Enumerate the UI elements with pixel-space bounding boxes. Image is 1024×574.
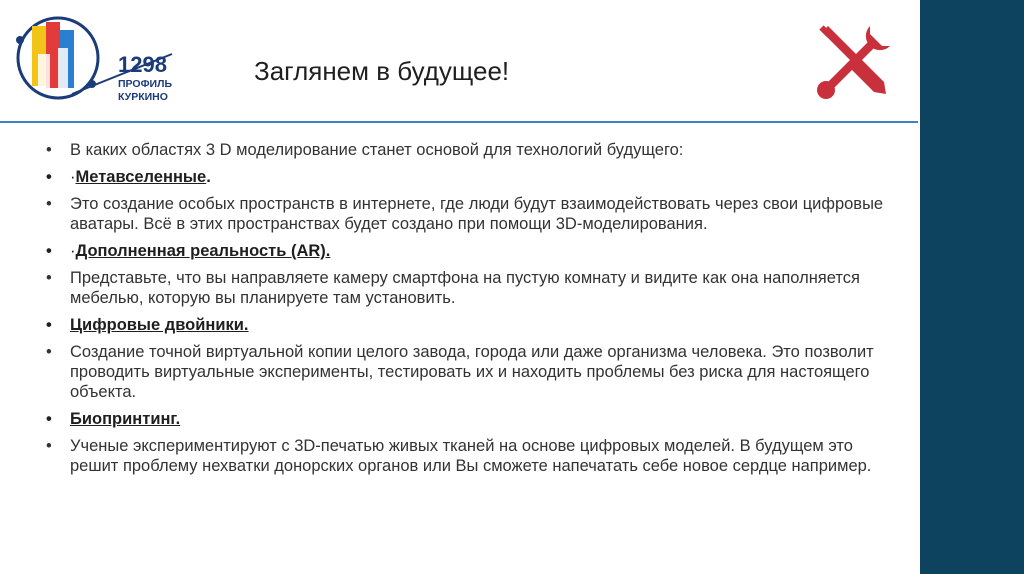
bullet-marker: • [46, 168, 52, 186]
logo-subtitle-line1: ПРОФИЛЬ [118, 78, 173, 90]
section-heading: Цифровые двойники. [70, 316, 249, 334]
section-heading: Биопринтинг. [70, 410, 181, 428]
right-accent-bar [920, 0, 1024, 574]
list-item [40, 241, 890, 261]
item-text: В каких областях 3 D моделирование станет основой для технологий будущего: [70, 141, 684, 159]
bullet-marker: • [46, 343, 52, 361]
section-heading: Метавселенные [75, 168, 207, 186]
item-suffix: . [206, 168, 211, 186]
logo-number: 1298 [118, 52, 167, 77]
list-item [40, 409, 890, 429]
item-prefix: · [70, 242, 76, 260]
school-logo [12, 14, 182, 106]
list-item [40, 194, 890, 234]
item-text: Ученые экспериментируют с 3D-печатью живых тканей на основе цифровых моделей. В будущем это решит проблему нехватки донорских органов или Вы сможете напечатать себе новое сердце например. [70, 437, 872, 475]
item-text: Создание точной виртуальной копии целого завода, города или даже организма человека. Это позволит проводить виртуальные эксперименты, тестировать их и находить проблемы без риска для настоящего объекта. [70, 343, 874, 401]
bullet-marker: • [46, 437, 52, 455]
list-item [40, 315, 890, 335]
page-title: Заглянем в будущее! [254, 56, 510, 86]
list-item [40, 167, 890, 187]
bullet-marker: • [46, 141, 52, 159]
logo-subtitle [118, 78, 172, 104]
bullet-marker: • [46, 316, 52, 334]
item-text: Представьте, что вы направляете камеру смартфона на пустую комнату и видите как она наполняется мебелью, которую вы планируете там установить. [70, 269, 860, 307]
bullet-list [40, 140, 890, 483]
bullet-marker: • [46, 410, 52, 428]
item-text: Это создание особых пространств в интернете, где люди будут взаимодействовать через свои цифровые аватары. Всё в этих пространствах будет создано при помощи 3D-моделирования. [70, 195, 884, 233]
list-item [40, 436, 890, 476]
title-divider [0, 121, 918, 123]
section-heading: Дополненная реальность (AR). [75, 242, 331, 260]
bullet-marker: • [46, 269, 52, 287]
item-prefix: · [70, 168, 76, 186]
list-item [40, 342, 890, 402]
list-item [40, 140, 890, 160]
tools-icon [812, 22, 894, 104]
list-item [40, 268, 890, 308]
logo-subtitle-line2: КУРКИНО [118, 91, 168, 103]
bullet-marker: • [46, 195, 52, 213]
bullet-marker: • [46, 242, 52, 260]
